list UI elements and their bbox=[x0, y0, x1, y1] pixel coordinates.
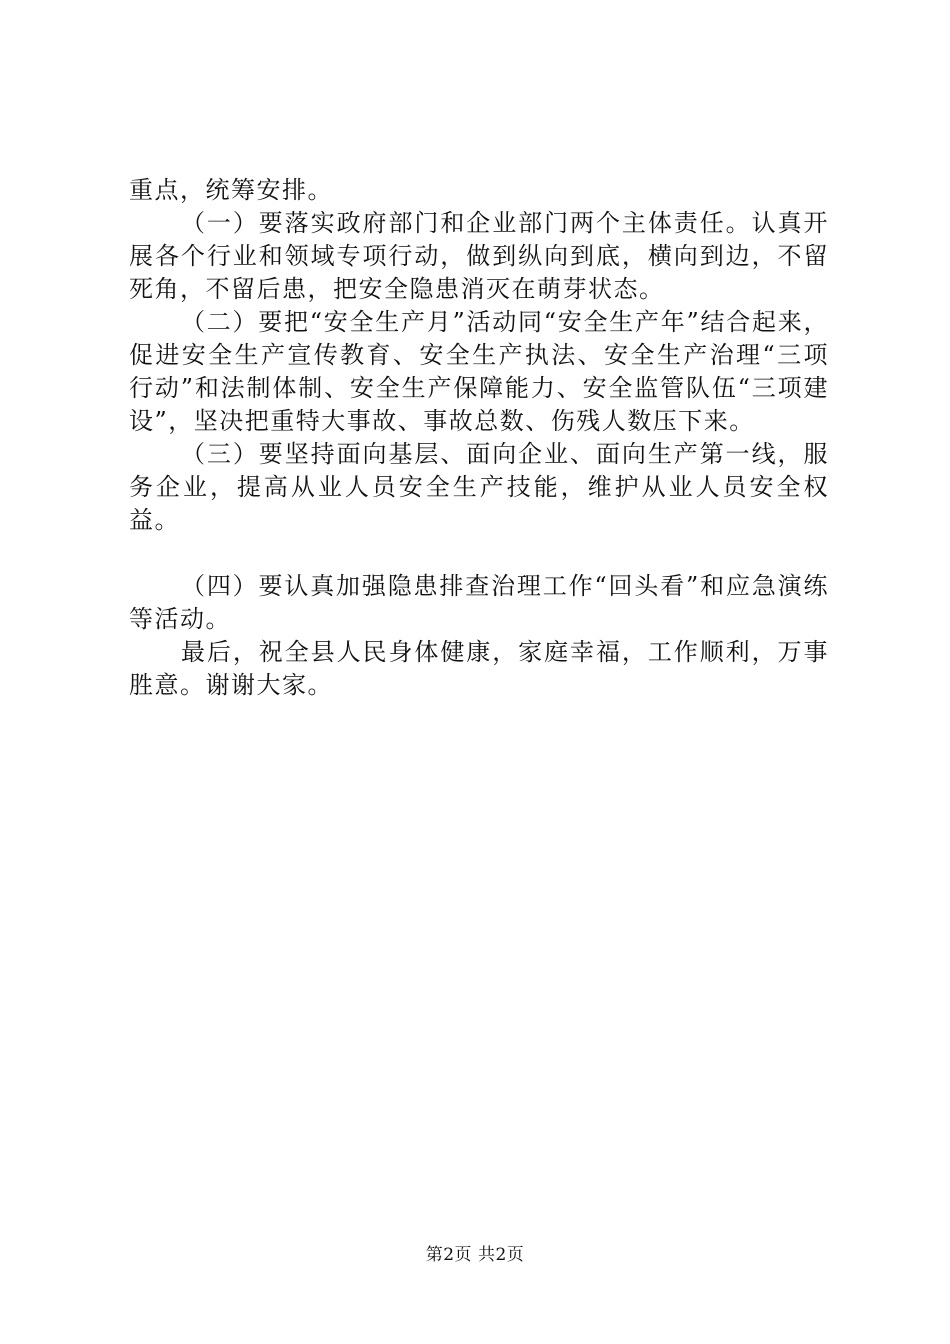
page-footer bbox=[0, 1244, 950, 1266]
paragraph-item-2: （二）要把“安全生产月”活动同“安全生产年”结合起来，促进安全生产宣传教育、安全生产执法、安全生产治理“三项行动”和法制体制、安全生产保障能力、安全监管队伍“三项建设”，坚决把重特大事故、事故总数、伤残人数压下来。 bbox=[129, 308, 829, 435]
paragraph-item-4: （四）要认真加强隐患排查治理工作“回头看”和应急演练等活动。 bbox=[129, 572, 829, 633]
paragraph-continuation: 重点，统筹安排。 bbox=[129, 176, 333, 204]
paragraph-item-3: （三）要坚持面向基层、面向企业、面向生产第一线，服务企业，提高从业人员安全生产技能，维护从业人员安全权益。 bbox=[129, 440, 829, 534]
paragraph-closing: 最后，祝全县人民身体健康，家庭幸福，工作顺利，万事胜意。谢谢大家。 bbox=[129, 638, 829, 699]
page-number: 第2页 共2页 bbox=[425, 1245, 525, 1265]
paragraph-item-1: （一）要落实政府部门和企业部门两个主体责任。认真开展各个行业和领域专项行动，做到纵向到底，横向到边，不留死角，不留后患，把安全隐患消灭在萌芽状态。 bbox=[129, 209, 829, 303]
document-body bbox=[129, 174, 829, 702]
